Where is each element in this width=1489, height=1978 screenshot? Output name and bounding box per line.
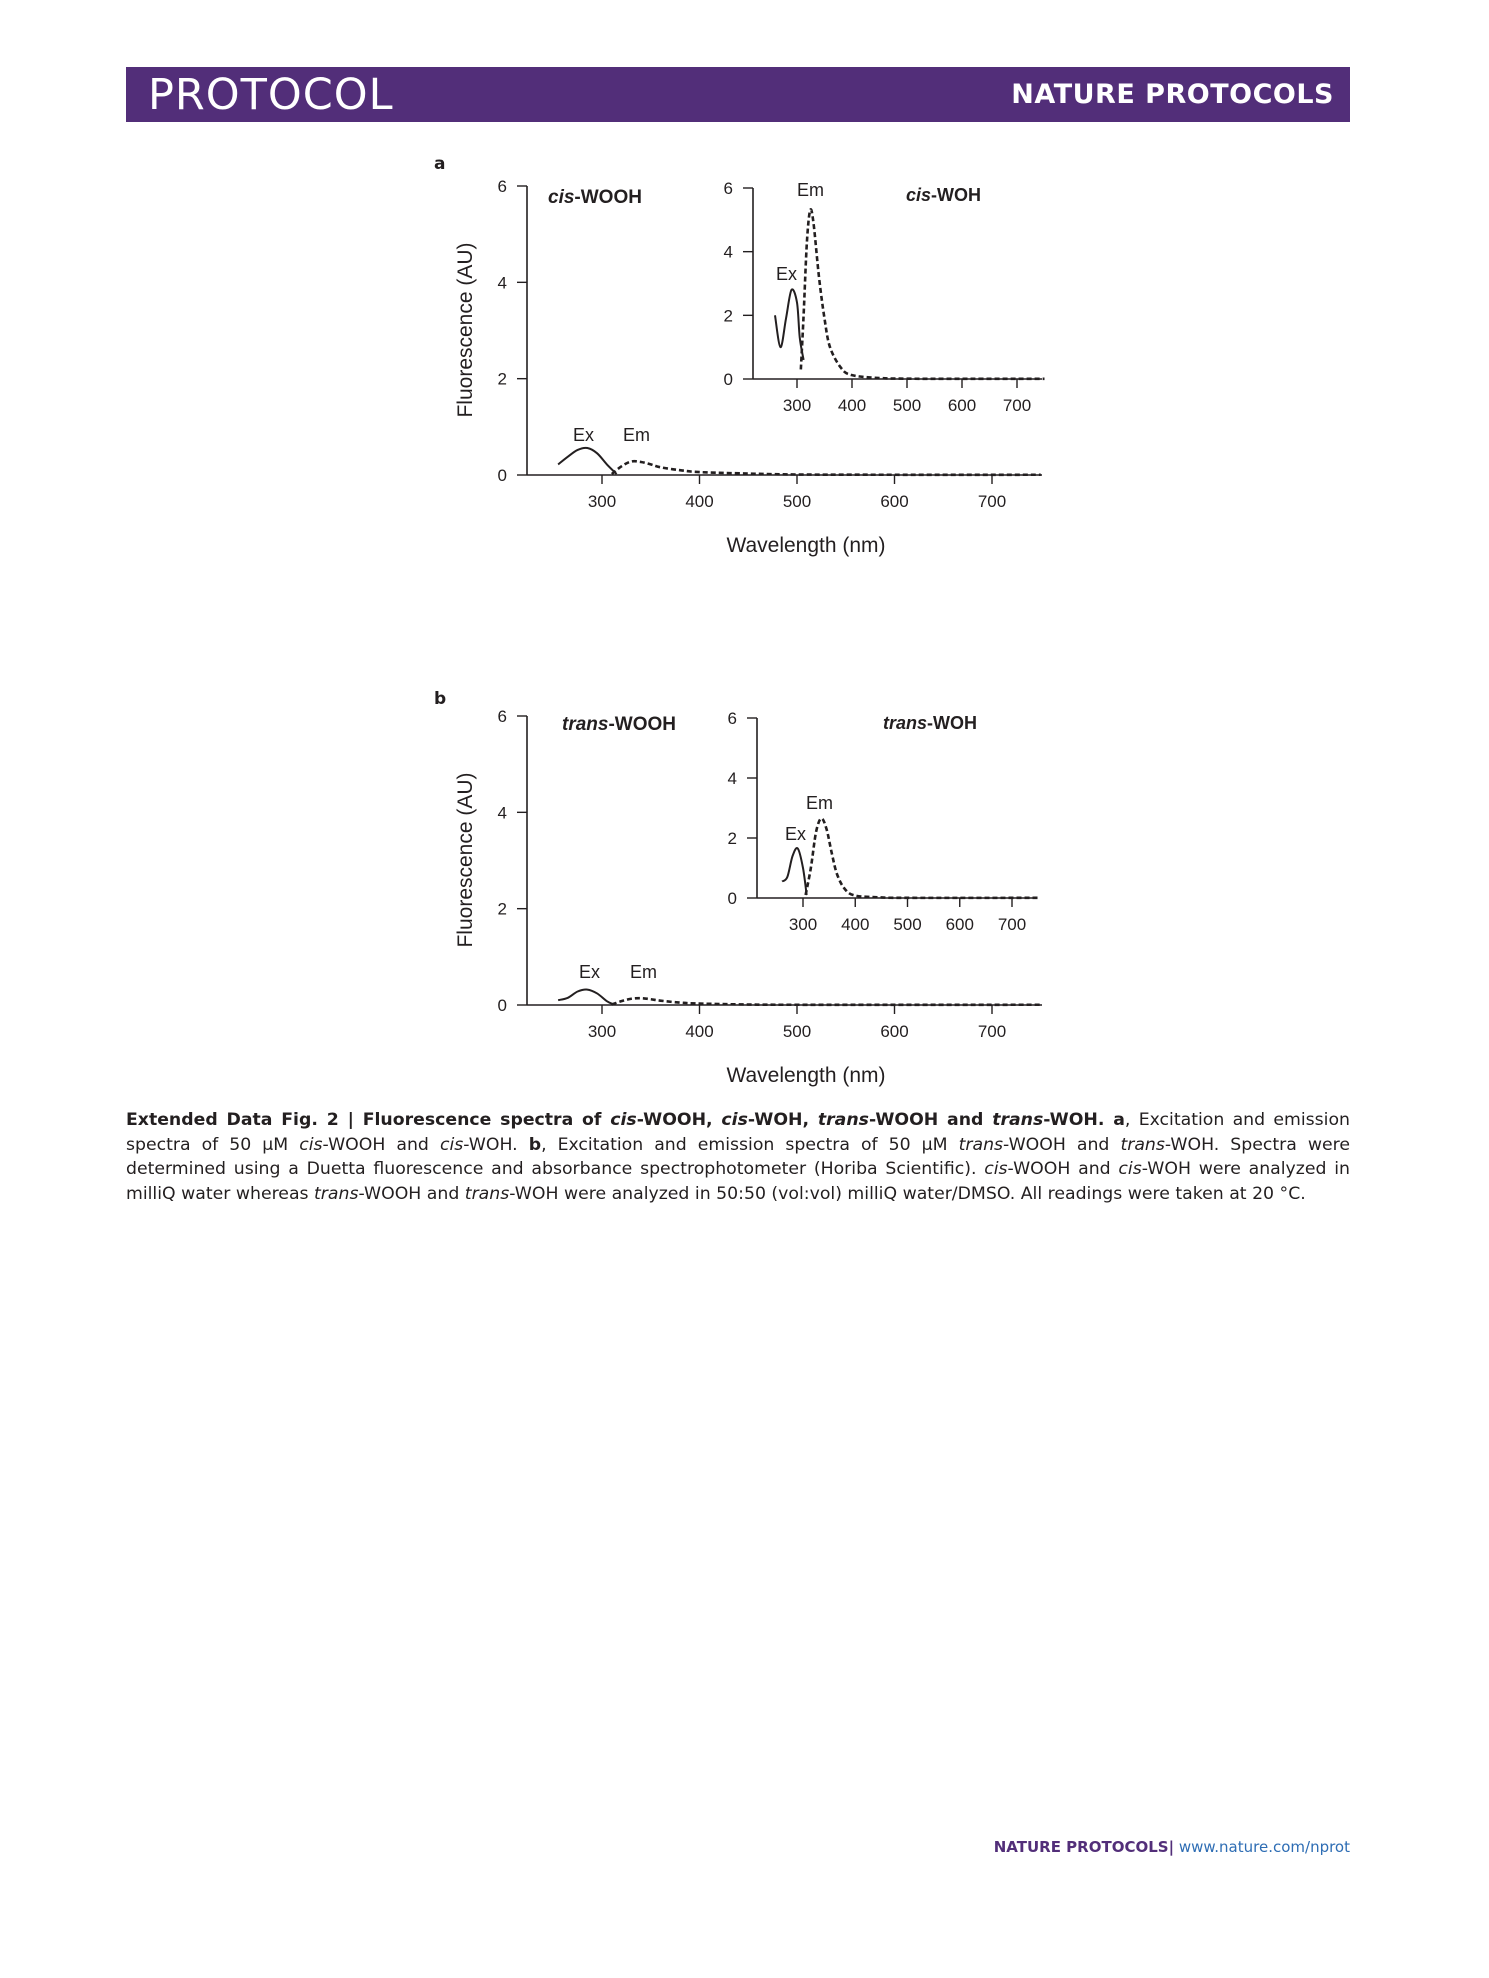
y-tick-label: 0 (497, 466, 507, 485)
y-tick-label: 0 (497, 996, 507, 1015)
annotation-em: Em (797, 180, 824, 200)
x-tick-label: 400 (685, 492, 714, 511)
series-em-line (612, 461, 1041, 475)
annotation-ex: Ex (776, 264, 798, 284)
section-label: PROTOCOL (148, 70, 394, 120)
footer-url[interactable]: www.nature.com/nprot (1178, 1838, 1350, 1856)
chart-a-inset (724, 179, 1045, 415)
y-axis-label: Fluorescence (AU) (454, 772, 477, 948)
caption-lead: Extended Data Fig. 2 | Fluorescence spectra of cis-WOOH, cis-WOH, trans-WOOH and trans-WOH. a (126, 1110, 1125, 1130)
journal-name: NATURE PROTOCOLS (1011, 79, 1334, 110)
figure-caption: Extended Data Fig. 2 | Fluorescence spectra of cis-WOOH, cis-WOH, trans-WOOH and trans-WOH. a, Excitation and emission spectra of 50 µM cis-WOOH and cis-WOH. b, Excitation and emission spectra of 50 µM trans-WOOH and trans-WOH. Spectra were determined using a Duetta fluorescence and absorbance spectrophotometer (Horiba Scientific). cis-WOOH and cis-WOH were analyzed in milliQ water whereas trans-WOOH and trans-WOH were analyzed in 50:50 (vol:vol) milliQ water/DMSO. All readings were taken at 20 °C. (126, 1110, 1350, 1204)
y-axis-label: Fluorescence (AU) (454, 242, 477, 418)
y-tick-label: 4 (727, 769, 737, 788)
x-tick-label: 700 (977, 1022, 1007, 1041)
chart-b-inset (728, 709, 1039, 934)
x-tick-label: 400 (841, 915, 870, 934)
y-tick-label: 4 (723, 242, 733, 262)
x-tick-label: 600 (880, 1022, 909, 1041)
y-tick-label: 2 (727, 829, 737, 848)
x-tick-label: 500 (782, 492, 812, 511)
x-axis-label: Wavelength (nm) (726, 1064, 886, 1087)
x-tick-label: 700 (997, 915, 1027, 934)
y-tick-label: 2 (497, 369, 507, 389)
y-tick-label: 6 (723, 179, 733, 198)
x-tick-label: 500 (782, 1022, 812, 1041)
chart-title: trans-WOOH (562, 714, 677, 735)
y-tick-label: 2 (497, 899, 507, 919)
y-tick-label: 2 (723, 306, 733, 326)
x-tick-label: 300 (782, 396, 812, 415)
annotation-ex: Ex (785, 824, 807, 844)
chart-title: cis-WOH (906, 185, 982, 205)
panel-a-label: a (434, 154, 446, 174)
y-tick-label: 6 (497, 177, 507, 196)
series-ex-line (558, 990, 614, 1005)
chart-a-main (454, 177, 1042, 557)
footer-journal: NATURE PROTOCOLS (993, 1838, 1169, 1856)
y-tick-label: 6 (497, 707, 507, 726)
x-tick-label: 300 (587, 492, 617, 511)
y-tick-label: 0 (723, 370, 733, 389)
series-ex-line (775, 289, 804, 360)
x-tick-label: 700 (977, 492, 1007, 511)
y-tick-label: 4 (497, 273, 507, 293)
series-em-line (806, 818, 1039, 897)
x-tick-label: 600 (880, 492, 909, 511)
y-tick-label: 0 (727, 889, 737, 908)
x-tick-label: 400 (837, 396, 867, 415)
x-tick-label: 500 (893, 915, 922, 934)
series-em-line (801, 209, 1045, 379)
panel-b-label: b (434, 689, 447, 709)
x-axis-label: Wavelength (nm) (726, 534, 886, 557)
x-tick-label: 600 (947, 396, 977, 415)
chart-title: cis-WOOH (548, 187, 642, 208)
page-footer: NATURE PROTOCOLS| www.nature.com/nprot (993, 1838, 1350, 1856)
annotation-em: Em (623, 425, 650, 445)
x-tick-label: 300 (587, 1022, 617, 1041)
x-tick-label: 600 (945, 915, 974, 934)
series-em-line (612, 998, 1041, 1005)
chart-title: trans-WOH (883, 713, 977, 733)
x-tick-label: 300 (788, 915, 818, 934)
x-tick-label: 400 (685, 1022, 714, 1041)
x-tick-label: 500 (892, 396, 922, 415)
annotation-em: Em (806, 793, 833, 813)
x-tick-label: 700 (1002, 396, 1032, 415)
series-ex-line (782, 848, 807, 895)
y-tick-label: 4 (497, 803, 507, 823)
annotation-em: Em (630, 962, 657, 982)
series-ex-line (558, 448, 617, 474)
annotation-ex: Ex (579, 962, 601, 982)
y-tick-label: 6 (727, 709, 737, 728)
annotation-ex: Ex (573, 425, 595, 445)
